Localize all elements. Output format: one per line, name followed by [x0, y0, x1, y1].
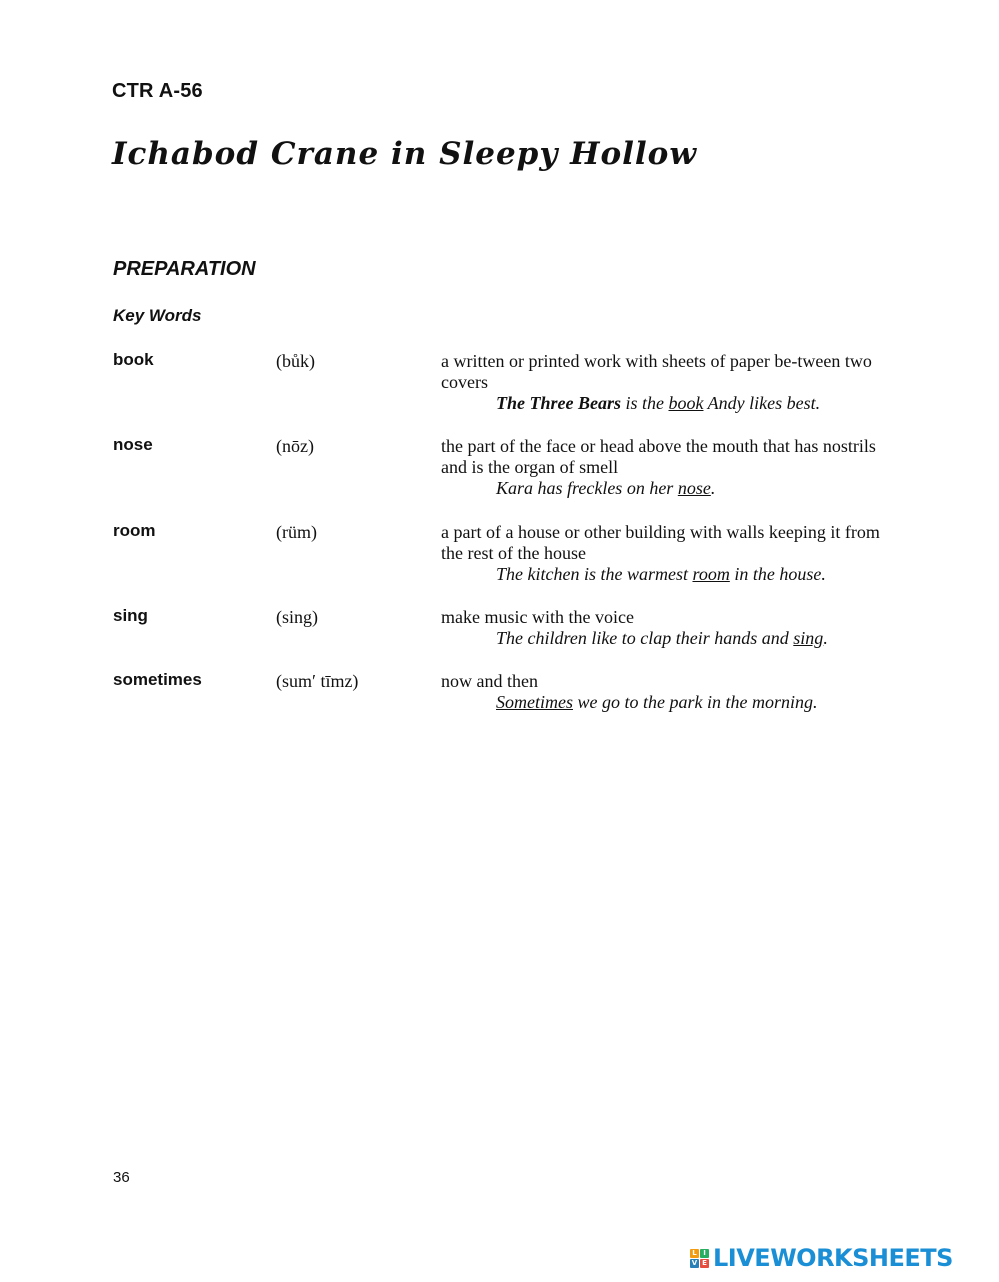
- vocab-word: nose: [113, 435, 153, 454]
- example-text-pre: The kitchen is the warmest: [496, 564, 693, 584]
- vocab-example: [496, 393, 820, 414]
- example-underlined-word: sing: [793, 628, 824, 648]
- vocab-example: [496, 628, 828, 649]
- logo-tile-icon: V: [691, 1258, 698, 1267]
- example-text-pre: The children like to clap their hands and: [496, 628, 794, 648]
- vocab-example: [496, 478, 715, 499]
- vocab-definition: a written or printed work with sheets of paper be-tween two covers: [441, 351, 872, 392]
- vocab-pronunciation: (sum′ tīmz): [276, 671, 359, 691]
- worksheet-code: CTR A-56: [112, 80, 203, 102]
- liveworksheets-logo: [690, 1244, 953, 1272]
- example-text-pre: Kara has freckles on her: [496, 478, 678, 498]
- example-text-post: .: [710, 478, 716, 498]
- example-underlined-word: nose: [677, 478, 711, 498]
- vocab-word: room: [113, 521, 156, 540]
- vocab-pronunciation: (rüm): [276, 522, 317, 542]
- section-heading: PREPARATION: [113, 258, 256, 280]
- vocab-pronunciation: (sing): [276, 607, 318, 627]
- vocab-example: [496, 564, 826, 585]
- logo-tile-icon: I: [700, 1249, 709, 1258]
- example-bold-title: The Three Bears: [496, 393, 621, 413]
- story-title: Ichabod Crane in Sleepy Hollow: [112, 136, 698, 172]
- logo-tile-icon: E: [700, 1259, 709, 1268]
- subsection-heading: Key Words: [113, 306, 202, 325]
- example-text-post: Andy likes best.: [703, 393, 821, 413]
- vocab-word: book: [113, 350, 154, 369]
- vocab-pronunciation: (bůk): [276, 351, 315, 371]
- example-text-post: .: [823, 628, 828, 648]
- example-underlined-word: Sometimes: [496, 692, 573, 712]
- example-text-pre: is the: [621, 393, 669, 413]
- vocab-example: [496, 692, 817, 713]
- example-text-post: we go to the park in the morning.: [572, 692, 818, 712]
- liveworksheets-logo-icon: [690, 1249, 709, 1268]
- example-underlined-word: room: [692, 564, 730, 584]
- example-underlined-word: book: [668, 393, 704, 413]
- page-number: 36: [113, 1169, 130, 1186]
- vocab-definition: now and then: [441, 671, 538, 691]
- logo-tile-icon: L: [690, 1249, 699, 1258]
- vocab-definition: make music with the voice: [441, 607, 634, 627]
- liveworksheets-logo-text: LIVEWORKSHEETS: [713, 1244, 953, 1272]
- vocab-word: sometimes: [113, 670, 202, 689]
- vocab-word: sing: [113, 606, 148, 625]
- vocab-definition: a part of a house or other building with walls keeping it from the rest of the house: [441, 522, 880, 563]
- vocab-definition: the part of the face or head above the mouth that has nostrils and is the organ of smell: [441, 436, 876, 477]
- vocab-pronunciation: (nōz): [276, 436, 314, 456]
- example-text-post: in the house.: [729, 564, 826, 584]
